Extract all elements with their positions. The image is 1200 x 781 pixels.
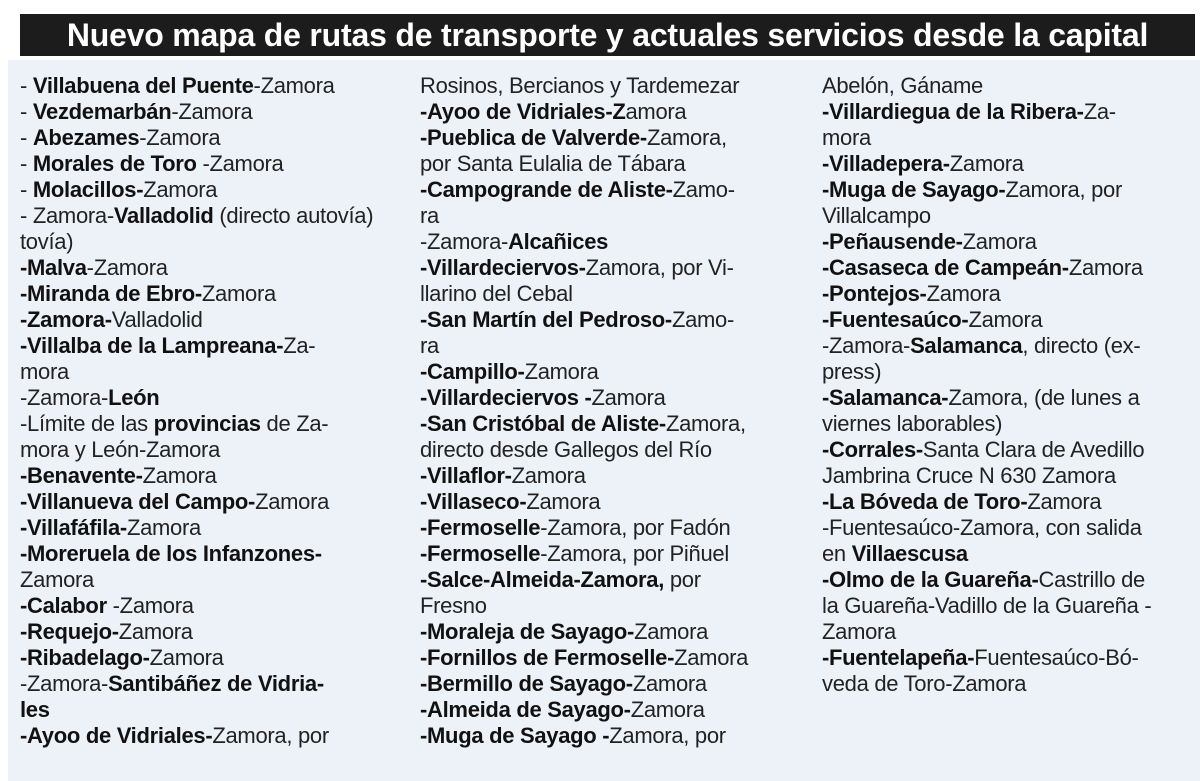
route-line [20,645,410,671]
route-place-name: Molacillos- [32,177,144,202]
route-text: Zamora [674,645,749,670]
route-line [420,437,810,463]
routes-column-2 [420,73,810,749]
route-line [420,229,810,255]
route-text: Zamo- [672,177,735,202]
route-place-name: -Muga de Sayago- [822,177,1006,202]
route-line [20,229,410,255]
route-line [20,723,410,749]
route-line [822,307,1197,333]
route-line [20,463,410,489]
route-place-name: -Fornillos de Fermoselle- [420,645,675,670]
route-text: amora [625,99,687,124]
route-line [20,411,410,437]
route-place-name: -Villadepera- [822,151,950,176]
routes-column-1 [20,73,410,749]
route-line [420,515,810,541]
route-line [20,541,410,567]
route-line [822,151,1197,177]
route-text: la Guareña-Vadillo de la Guareña - [822,593,1152,618]
route-text: Zamora [526,489,601,514]
route-text: Zamora, [646,125,727,150]
route-line [822,463,1197,489]
route-text: Zamora [949,151,1024,176]
route-text: - Zamora- [20,203,114,228]
route-text: -Zamora [86,255,168,280]
route-place-name: -Calabor [20,593,107,618]
route-line [420,671,810,697]
route-line [420,177,810,203]
route-place-name: -Salamanca- [822,385,949,410]
route-place-name: Abezames [32,125,140,150]
route-place-name: -Zamora- [20,307,112,332]
route-line [20,437,410,463]
route-text: Zamora, por [609,723,726,748]
route-line [420,281,810,307]
route-text: - [20,99,33,124]
route-line [822,177,1197,203]
route-line [420,645,810,671]
route-place-name: -Ayoo de Vidriales- [20,723,213,748]
route-line [20,619,410,645]
route-line [420,255,810,281]
route-line [822,385,1197,411]
route-text: -Zamora [106,593,194,618]
route-line [420,619,810,645]
route-line [420,125,810,151]
route-place-name: -Fermoselle [420,541,541,566]
route-place-name: -Pueblica de Valverde- [420,125,647,150]
route-text: Zamora [20,567,94,592]
route-place-name: les [20,697,50,722]
route-line [822,671,1197,697]
route-line [822,411,1197,437]
route-text: Zamora [926,281,1001,306]
route-place-name: -Villaflor- [420,463,512,488]
route-place-name: Santibáñez de Vidria- [108,671,324,696]
route-place-name: -Moreruela de los Infanzones- [20,541,322,566]
route-text: ra [420,333,439,358]
route-line [420,567,810,593]
route-line [420,99,810,125]
route-text: -Zamora- [822,333,911,358]
route-place-name: -Villalba de la Lampreana- [20,333,284,358]
route-place-name: -Campillo- [420,359,525,384]
route-place-name: Valladolid [113,203,214,228]
route-line [420,593,810,619]
route-place-name: León [108,385,160,410]
route-line [822,359,1197,385]
routes-column-3 [822,73,1197,697]
route-place-name: -Campogrande de Aliste- [420,177,673,202]
route-line [822,645,1197,671]
route-text: Zamora [630,697,705,722]
route-line [20,151,410,177]
route-place-name: -Miranda de Ebro- [20,281,202,306]
route-place-name: -San Martín del Pedroso- [420,307,672,332]
route-text: -Zamora- [20,671,109,696]
route-text: Zamora [968,307,1043,332]
route-place-name: -Villafáfila- [20,515,127,540]
route-line [20,281,410,307]
route-text: Zamora [591,385,666,410]
route-line [822,437,1197,463]
route-line [822,73,1197,99]
route-text: Za- [1083,99,1116,124]
route-line [20,99,410,125]
route-text: Zamora [255,489,330,514]
route-text: Fuentesaúco-Bó- [974,645,1139,670]
route-line [20,697,410,723]
route-place-name: -Villardeciervos- [420,255,586,280]
route-line [822,515,1197,541]
route-place-name: -Fuentesaúco- [822,307,969,332]
route-line [20,359,410,385]
route-text: -Zamora [139,125,221,150]
route-text: Zamora [1027,489,1102,514]
route-line [420,307,810,333]
route-text: , directo (ex- [1022,333,1141,358]
route-line [20,255,410,281]
route-text: Valladolid [111,307,203,332]
route-text: -Zamora [196,151,284,176]
route-place-name: -Moraleja de Sayago- [420,619,635,644]
route-text: Abelón, Gáname [822,73,983,98]
route-line [420,151,810,177]
route-line [20,203,410,229]
route-text: - [20,177,33,202]
route-place-name: -Ribadelago- [20,645,150,670]
route-place-name: Salamanca [910,333,1023,358]
route-text: -Zamora, por Piñuel [540,541,729,566]
route-place-name: -Almeida de Sayago- [420,697,631,722]
route-text: Zamo- [671,307,735,332]
route-text: directo desde Gallegos del Río [420,437,712,462]
route-place-name: -Benavente- [20,463,143,488]
route-text: llarino del Cebal [420,281,573,306]
route-place-name: -Corrales- [822,437,923,462]
route-text: en [822,541,852,566]
route-line [822,593,1197,619]
route-text: Zamora [143,177,218,202]
route-line [822,229,1197,255]
route-line [822,619,1197,645]
route-line [20,593,410,619]
route-line [420,541,810,567]
page-title: Nuevo mapa de rutas de transporte y actuales servicios desde la capital [20,14,1195,56]
route-text: mora [822,125,871,150]
route-place-name: provincias [153,411,261,436]
route-text: Jambrina Cruce N 630 Zamora [822,463,1116,488]
route-place-name: -Peñausende- [822,229,963,254]
route-line [20,73,410,99]
route-text: Zamora [524,359,599,384]
route-place-name: -Ayoo de Vidriales-Z [420,99,626,124]
route-text: Villalcampo [822,203,931,228]
route-line [822,281,1197,307]
route-line [20,333,410,359]
route-text: por [664,567,701,592]
route-line [20,489,410,515]
route-text: -Zamora- [20,385,109,410]
route-text: -Fuentesaúco-Zamora, con salida [822,515,1142,540]
route-place-name: -Fuentelapeña- [822,645,975,670]
route-line [20,177,410,203]
route-line [822,541,1197,567]
route-text: Zamora, (de lunes a [948,385,1140,410]
route-place-name: -Salce-Almeida-Zamora, [420,567,665,592]
route-place-name: -Pontejos- [822,281,927,306]
route-place-name: -Villardiegua de la Ribera- [822,99,1084,124]
route-line [822,125,1197,151]
route-text: -Zamora- [420,229,509,254]
route-text: Za- [283,333,316,358]
route-place-name: -Bermillo de Sayago- [420,671,633,696]
route-text: Zamora, [665,411,746,436]
route-line [420,203,810,229]
route-line [822,567,1197,593]
route-text: Zamora [201,281,276,306]
route-place-name: -Villaseco- [420,489,527,514]
route-text: Zamora [149,645,224,670]
route-text: Zamora [1068,255,1143,280]
route-line [20,307,410,333]
route-text: Zamora [142,463,217,488]
route-text: Zamora, por [1005,177,1122,202]
route-line [822,99,1197,125]
route-text: press) [822,359,882,384]
route-text: viernes laborables) [822,411,1003,436]
route-text: Zamora [118,619,193,644]
route-place-name: -San Cristóbal de Aliste- [420,411,666,436]
route-place-name: -Villardeciervos - [420,385,592,410]
route-line [420,411,810,437]
route-line [420,463,810,489]
route-text: - [20,73,33,98]
route-text: Zamora [126,515,201,540]
route-text: Zamora [511,463,586,488]
route-text: Zamora [962,229,1037,254]
route-text: Castrillo de [1038,567,1145,592]
route-line [20,671,410,697]
route-line [420,697,810,723]
route-text: mora [20,359,69,384]
route-line [20,385,410,411]
route-line [420,385,810,411]
route-text: ra [420,203,439,228]
route-place-name: -Muga de Sayago - [420,723,610,748]
route-place-name: -La Bóveda de Toro- [822,489,1028,514]
route-line [420,73,810,99]
route-text: tovía) [20,229,74,254]
route-place-name: Villaescusa [851,541,968,566]
route-line [420,359,810,385]
route-text: - [20,151,33,176]
route-text: Zamora, por [212,723,329,748]
route-text: Zamora [822,619,896,644]
route-place-name: Villabuena del Puente [32,73,254,98]
route-place-name: Alcañices [508,229,609,254]
route-line [20,567,410,593]
route-line [420,333,810,359]
route-place-name: Vezdemarbán [32,99,172,124]
route-text: de Za- [260,411,329,436]
route-text: (directo autovía) [213,203,374,228]
route-line [420,723,810,749]
route-line [420,489,810,515]
route-text: Zamora [632,671,707,696]
route-line [20,125,410,151]
route-place-name: -Olmo de la Guareña- [822,567,1039,592]
route-text: Rosinos, Bercianos y Tardemezar [420,73,740,98]
route-text: por Santa Eulalia de Tábara [420,151,686,176]
route-place-name: -Requejo- [20,619,119,644]
route-line [822,489,1197,515]
route-place-name: -Malva [20,255,87,280]
route-text: -Límite de las [20,411,154,436]
route-text: Santa Clara de Avedillo [922,437,1145,462]
route-place-name: Morales de Toro [32,151,197,176]
route-text: Zamora [634,619,709,644]
route-text: - [20,125,33,150]
route-text: -Zamora [171,99,253,124]
route-line [822,203,1197,229]
route-text: -Zamora, por Fadón [540,515,731,540]
route-place-name: -Casaseca de Campeán- [822,255,1069,280]
route-text: -Zamora [253,73,335,98]
route-line [822,255,1197,281]
route-place-name: -Villanueva del Campo- [20,489,256,514]
route-line [20,515,410,541]
route-text: veda de Toro-Zamora [822,671,1027,696]
route-line [822,333,1197,359]
route-text: Zamora, por Vi- [585,255,734,280]
route-place-name: -Fermoselle [420,515,541,540]
route-text: mora y León-Zamora [20,437,221,462]
route-text: Fresno [420,593,487,618]
